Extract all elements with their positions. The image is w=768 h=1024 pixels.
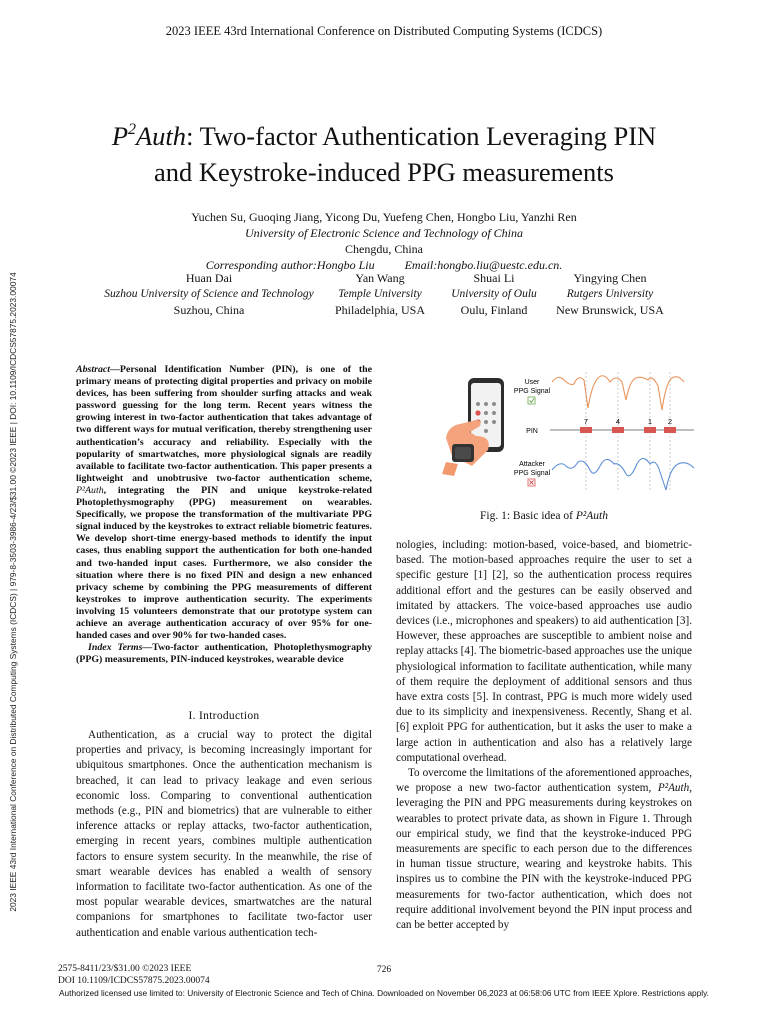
smartwatch-hand-illustration — [442, 378, 504, 476]
index-terms-label: Index Terms — [88, 642, 143, 654]
section-heading-introduction: I. Introduction — [188, 710, 260, 722]
attacker-ppg-signal — [552, 458, 694, 490]
page-number: 726 — [376, 965, 392, 975]
title-superscript: 2 — [128, 121, 136, 138]
figure-1-caption — [396, 510, 692, 522]
author-names: Yuchen Su, Guoqing Jiang, Yicong Du, Yuefeng Chen, Hongbo Liu, Yanzhi Ren — [191, 210, 577, 224]
right-column-body — [396, 538, 692, 933]
coauthor-block-4 — [552, 270, 668, 318]
title-line-1-rest: : Two-factor Authentication Leveraging PIN — [186, 121, 657, 151]
coauthor-name: Shuai Li — [473, 271, 515, 285]
title-line-2: and Keystroke-induced PPG measurements — [154, 157, 614, 187]
coauthor-affiliation: Suzhou University of Science and Technology — [104, 288, 314, 300]
figure-1 — [432, 366, 712, 498]
footer-copyright — [58, 964, 210, 987]
coauthor-location: New Brunswick, USA — [556, 303, 664, 317]
author-city: Chengdu, China — [345, 242, 423, 256]
abstract-part-1: —Personal Identification Number (PIN), is one of the primary means of protecting digital properties and privacy on mobile devices, has been suffering from shoulder surfing attacks and weak password guessing for the long term. Recent years witness the growing interest in two-factor authentication that takes advantage of two different ways for mutual verification, thereby strengthening user authentication’s accuracy and reliability. Especially with the popularity of smartwatches, more physiological signals are readily available to facilitate two-factor authentication. This paper presents a lightweight and unobtrusive two-factor authentication scheme, — [76, 364, 372, 484]
caption-scheme: P²Auth — [575, 510, 609, 522]
coauthor-block-1 — [76, 270, 342, 318]
right-paragraph-1: nologies, including: motion-based, voice-based, and biometric-based. The motion-based approaches require the user to set a specific gesture [1] [2], so the authentication process requires additional effort and the gestures can be easily observed and imitated by attackers. The voice-based approaches use audio devices (i.e., microphones and speakers) to aid authentication [3]. However, these approaches are susceptible to ambient noise and replay attacks [4]. The biometric-based approaches use the unique physiological information to facilitate authentication, while many of them require the deployment of additional sensors and thus have extra costs [5]. In contrast, PPG is much more widely used due to its simplicity and inexpensiveness. Recently, Shang et al. [6] exploit PPG for authentication, but it asks the user to make a large action in authentication and also has a relatively large computational overhead. — [396, 539, 692, 764]
abstract-scheme: P²Auth — [76, 484, 104, 496]
right-paragraph-2-rest: , leveraging the PIN and PPG measurements during keystrokes on wearables to protect private data, as shown in Figure 1. Through our empirical study, we find that the keystroke-induced PPG measurements are specific to each person due to the differences in human tissue structure, wearing and keystroke habits. This inspires us to combine the PIN with the keystroke-induced PPG measurements for two-factor authentication, which does not require additional involvement beyond the PIN input process and can be better accepted by — [396, 782, 692, 932]
right-paragraph-2-start: To overcome the limitations of the aforementioned approaches, we propose a new two-factor authentication system, — [396, 767, 692, 795]
coauthor-affiliation: University of Oulu — [451, 288, 537, 300]
coauthor-name: Yan Wang — [355, 271, 405, 285]
index-terms — [76, 642, 372, 666]
figure-attacker-ppg-label: PPG Signal — [513, 470, 551, 477]
abstract-label: Abstract — [76, 364, 111, 375]
pin-digit: 1 — [647, 417, 653, 426]
coauthor-location: Philadelphia, USA — [335, 303, 425, 317]
footer-issn: 2575-8411/23/$31.00 ©2023 IEEE — [58, 964, 192, 974]
figure-attacker-label: Attacker — [519, 461, 545, 468]
title-line-1 — [40, 118, 728, 154]
pin-digit: 7 — [583, 417, 589, 426]
coauthor-name: Huan Dai — [185, 271, 233, 285]
abstract-part-2: , integrating the PIN and unique keystroke-related Photoplethysmography (PPG) measurement on wearables. Specifically, we propose the transformation of the multivariate PPG signal induced by the keystrokes to extract reliable biometric features. We develop short-time energy-based methods to identify the input cases, thus enabling support the authentication for both one-handed and two-handed input cases. Furthermore, we also consider the situation where there is no fixed PIN and design a new enhanced privacy scheme by combining the PPG measurements of different keystrokes to improve authentication security. The experiments involving 15 volunteers demonstrate that our prototype system can achieve an average authentication accuracy of over 95% for one-handed cases and over 90% for two-handed cases. — [76, 484, 372, 642]
index-terms-text: —Two-factor authentication, Photoplethysmography (PPG) measurements, PIN-induced keystrokes, wearable device — [76, 642, 373, 666]
figure-user-label: User — [524, 379, 540, 386]
left-column-body — [76, 728, 372, 941]
coauthor-location: Oulu, Finland — [460, 303, 528, 317]
figure-pin-label: PIN — [526, 428, 538, 435]
caption-prefix: Fig. 1: Basic idea of — [479, 510, 576, 522]
pin-digit: 2 — [667, 417, 673, 426]
figure-1-graphic — [432, 366, 712, 498]
license-notice: Authorized licensed use limited to: University of Electronic Science and Tech of China. Downloaded on November 06,2023 at 06:58:06 UTC from IEEE Xplore. Restrictions apply. — [59, 988, 709, 998]
right-paragraph-2-scheme: P²Auth — [657, 782, 690, 795]
conference-header: 2023 IEEE 43rd International Conference on Distributed Computing Systems (ICDCS) — [165, 24, 603, 38]
paper-title — [40, 118, 728, 190]
coauthor-location: Suzhou, China — [173, 303, 245, 317]
intro-paragraph: Authentication, as a crucial way to protect the digital properties and privacy, is becoming increasingly important for ubiquitous smartphones. Once the authentication mechanism is breached, it can lead to privacy leakage and even serious economic loss. Comparing to conventional authentication methods (e.g., PIN and biometrics) that are vulnerable to either inference attacks or replay attacks, two-factor authentication, emerging in recent years, combines multiple authentication factors to ensure system security. In the meanwhile, the rise of smart wearable devices has enabled a wealth of sensory information to facilitate two-factor authentication. As one of the most popular wearable devices, smartwatches are the natural companions for smartphones to facilitate two-factor user authentication and enable various authentication tech- — [76, 729, 372, 939]
coauthor-block-3 — [440, 270, 548, 318]
side-doi-strip — [6, 232, 20, 952]
coauthor-block-2 — [324, 270, 436, 318]
footer-doi: DOI 10.1109/ICDCS57875.2023.00074 — [58, 975, 210, 986]
pin-digit: 4 — [615, 417, 621, 426]
abstract-paragraph — [76, 364, 372, 642]
title-p-letter: P — [111, 121, 128, 151]
primary-authors — [0, 209, 768, 273]
author-affiliation: University of Electronic Science and Technology of China — [244, 226, 524, 240]
right-paragraph-2 — [396, 766, 692, 933]
coauthor-name: Yingying Chen — [573, 271, 647, 285]
title-auth: Auth — [136, 121, 187, 151]
corresponding-author: Corresponding author:Hongbo Liu Email:hongbo.liu@uestc.edu.cn. — [205, 258, 563, 272]
coauthor-affiliation: Rutgers University — [566, 288, 654, 300]
figure-user-ppg-label: PPG Signal — [513, 388, 551, 395]
abstract — [76, 364, 372, 666]
side-doi-text: 2023 IEEE 43rd International Conference on Distributed Computing Systems (ICDCS) | 979-8-3503-3986-4/23/$31.00 ©2023 IEEE | DOI: 10.1109/ICDCS57875.2023.00074 — [8, 272, 18, 912]
coauthor-affiliation: Temple University — [338, 288, 422, 300]
